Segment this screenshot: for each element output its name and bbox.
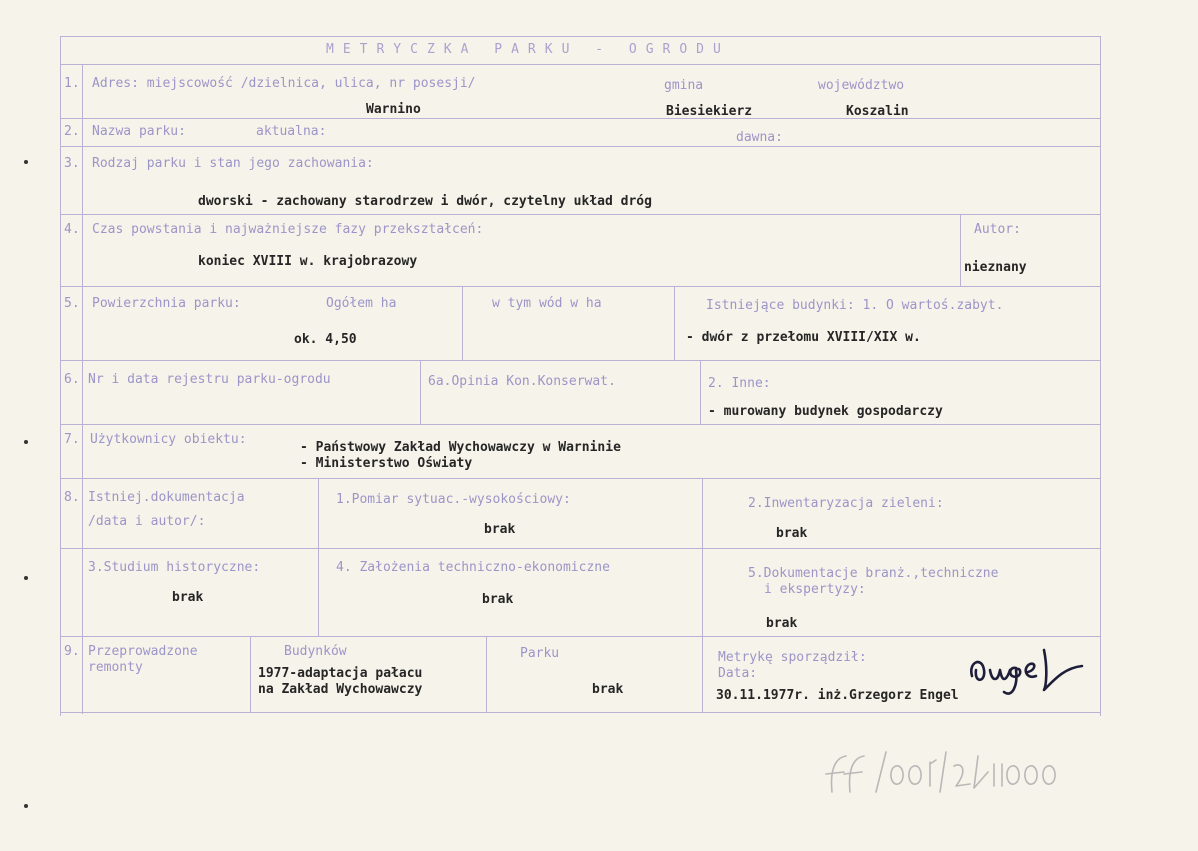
other-value: - murowany budynek gospodarczy (708, 404, 943, 419)
documentation-sublabel: /data i autor/: (88, 514, 206, 529)
frame-left (60, 36, 61, 716)
author-value: nieznany (964, 260, 1027, 275)
row-line (60, 286, 1100, 287)
row-line (60, 712, 1100, 713)
section-number: 2. (64, 124, 80, 139)
technical-docs-value: brak (766, 616, 798, 631)
greenery-inventory-value: brak (776, 526, 808, 541)
voivodeship-value: Koszalin (846, 104, 909, 119)
handwritten-reference-note (822, 742, 1102, 798)
divider (674, 286, 675, 360)
former-name-label: dawna: (736, 130, 783, 145)
section-number: 6. (64, 372, 80, 387)
row-line (60, 636, 1100, 637)
survey-label: 1.Pomiar sytuac.-wysokościowy: (336, 492, 571, 507)
row-line (60, 424, 1100, 425)
row-line (60, 64, 1100, 65)
divider (702, 636, 703, 712)
frame-top (60, 36, 1100, 37)
buildings-renovation-line-1: 1977-adaptacja pałacu (258, 666, 423, 681)
section-number: 8. (64, 490, 80, 505)
park-renovation-value: brak (592, 682, 624, 697)
technical-docs-sublabel: i ekspertyzy: (764, 582, 866, 597)
historical-study-value: brak (172, 590, 204, 605)
row-line (60, 214, 1100, 215)
divider (486, 636, 487, 712)
park-renovation-label: Parku (520, 646, 560, 661)
frame-right (1100, 36, 1101, 716)
punch-mark (24, 804, 28, 808)
row-line (60, 478, 1100, 479)
conservator-opinion-label: 6a.Opinia Kon.Konserwat. (428, 374, 616, 389)
divider (250, 636, 251, 712)
row-line (60, 548, 1100, 549)
punch-mark (24, 160, 28, 164)
punch-mark (24, 440, 28, 444)
section-number: 4. (64, 222, 80, 237)
greenery-inventory-label: 2.Inwentaryzacja zieleni: (748, 496, 944, 511)
section-number: 1. (64, 76, 80, 91)
technical-assumptions-value: brak (482, 592, 514, 607)
address-label: Adres: miejscowość /dzielnica, ulica, nr posesji/ (92, 76, 476, 91)
row-line (60, 118, 1100, 119)
gmina-label: gmina (664, 78, 704, 93)
user-1: - Państwowy Zakład Wychowawczy w Warninie (300, 440, 621, 455)
section-number: 7. (64, 432, 80, 447)
divider (702, 478, 703, 636)
row-line (60, 360, 1100, 361)
other-label: 2. Inne: (708, 376, 771, 391)
prepared-by-label: Metrykę sporządził: (718, 650, 867, 665)
punch-mark (24, 576, 28, 580)
renovations-sublabel: remonty (88, 660, 143, 675)
divider (700, 360, 701, 424)
date-label: Data: (718, 666, 758, 681)
creation-period-label: Czas powstania i najważniejsze fazy przekształceń: (92, 222, 484, 237)
water-ha-label: w tym wód w ha (492, 296, 602, 311)
divider (420, 360, 421, 424)
technical-docs-label: 5.Dokumentacje branż.,techniczne (748, 566, 999, 581)
section-number: 5. (64, 296, 80, 311)
creation-period-value: koniec XVIII w. krajobrazowy (198, 254, 418, 269)
buildings-renovation-line-2: na Zakład Wychowawczy (258, 682, 423, 697)
park-name-label: Nazwa parku: (92, 124, 186, 139)
survey-value: brak (484, 522, 516, 537)
historical-study-label: 3.Studium historyczne: (88, 560, 261, 575)
author-label: Autor: (974, 222, 1021, 237)
area-label: Powierzchnia parku: (92, 296, 241, 311)
section-number: 9. (64, 644, 80, 659)
buildings-label: Istniejące budynki: 1. O wartoś.zabyt. (706, 298, 1004, 313)
total-ha-value: ok. 4,50 (294, 332, 357, 347)
divider (960, 214, 961, 286)
number-column-line (82, 64, 83, 714)
technical-assumptions-label: 4. Założenia techniczno-ekonomiczne (336, 560, 610, 575)
prepared-by-value: 30.11.1977r. inż.Grzegorz Engel (716, 688, 959, 703)
document-title: METRYCZKA PARKU - OGRODU (326, 42, 730, 57)
section-number: 3. (64, 156, 80, 171)
divider (318, 478, 319, 636)
park-type-label: Rodzaj parku i stan jego zachowania: (92, 156, 374, 171)
place-value: Warnino (366, 102, 421, 117)
users-label: Użytkownicy obiektu: (90, 432, 247, 447)
buildings-value: - dwór z przełomu XVIII/XIX w. (686, 330, 921, 345)
total-ha-label: Ogółem ha (326, 296, 397, 311)
register-label: Nr i data rejestru parku-ogrodu (88, 372, 331, 387)
divider (462, 286, 463, 360)
gmina-value: Biesiekierz (666, 104, 753, 119)
buildings-renovation-label: Budynków (284, 644, 347, 659)
current-name-label: aktualna: (256, 124, 327, 139)
documentation-label: Istniej.dokumentacja (88, 490, 245, 505)
voivodeship-label: województwo (818, 78, 905, 93)
renovations-label: Przeprowadzone (88, 644, 198, 659)
handwritten-signature (964, 640, 1094, 700)
park-type-value: dworski - zachowany starodrzew i dwór, czytelny układ dróg (198, 194, 652, 209)
user-2: - Ministerstwo Oświaty (300, 456, 473, 471)
row-line (60, 146, 1100, 147)
